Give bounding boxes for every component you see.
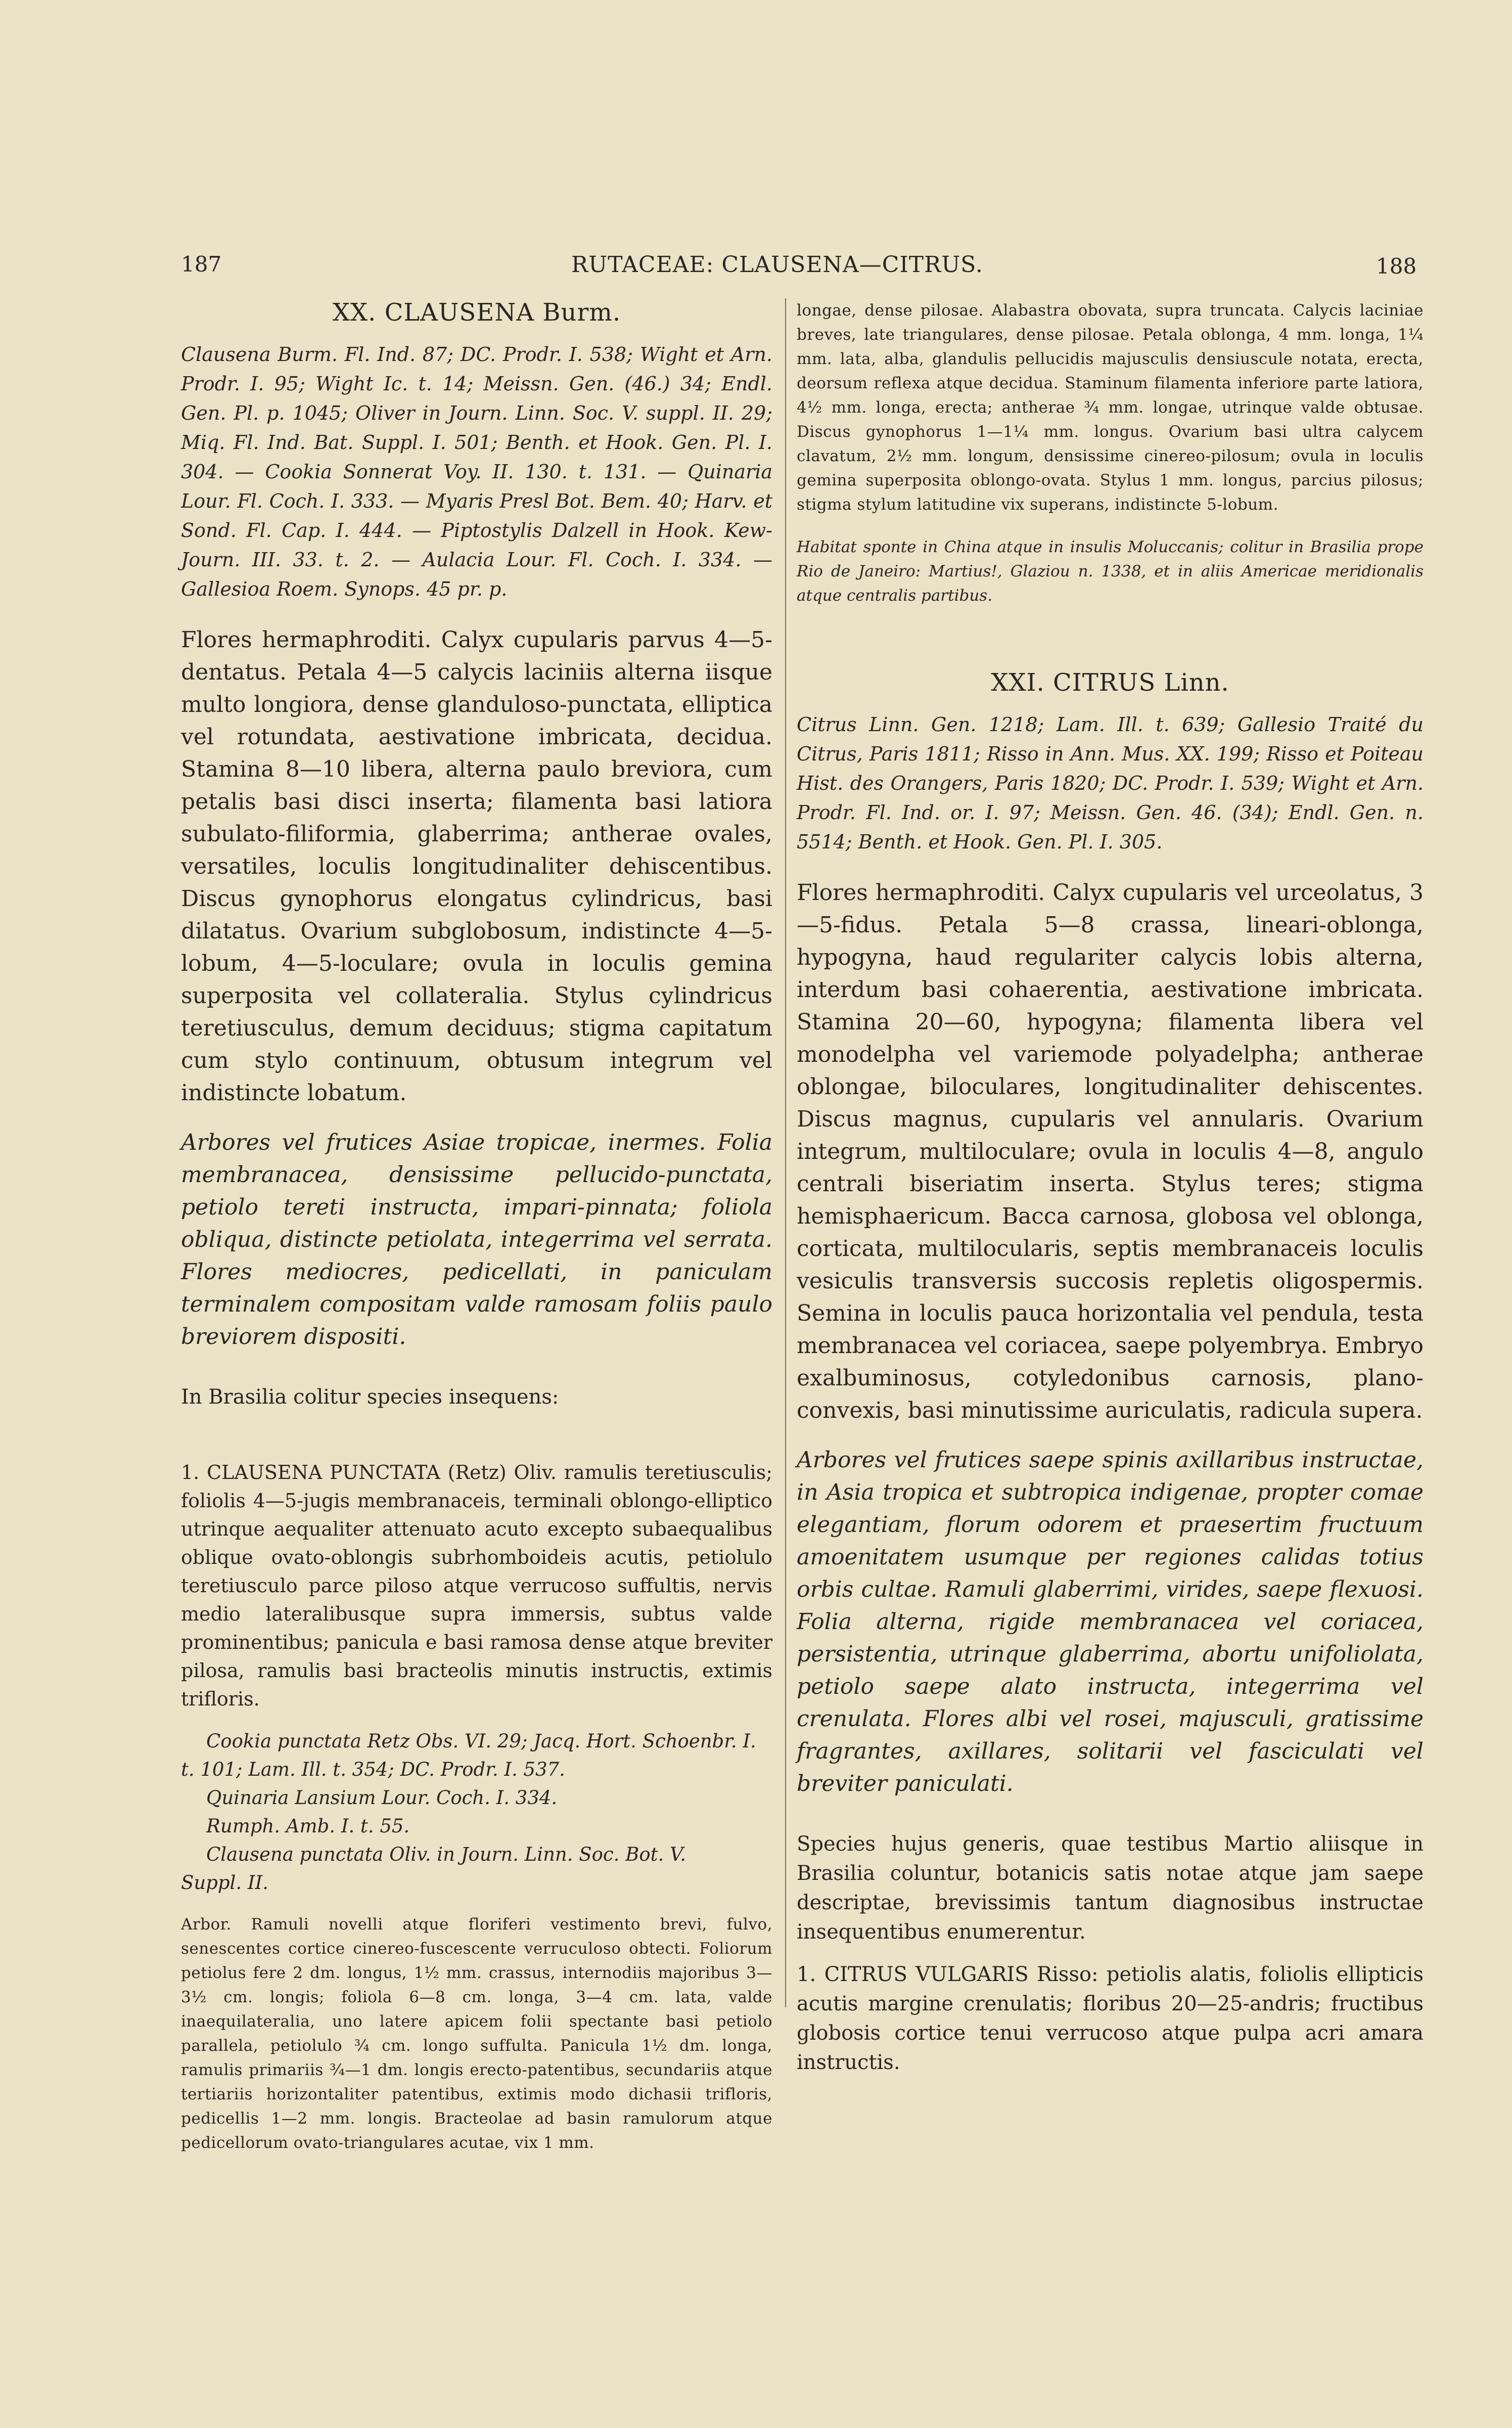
clausena-description: Flores hermaphroditi. Calyx cupularis parvus 4—5-dentatus. Petala 4—5 calycis laciniis alterna iisque multo longiora, dense glanduloso-punctata, elliptica vel rotundata, aestivatione imbricata, decidua. Stamina 8—10 libera, alterna paulo breviora, cum petalis basi disci inserta; filamenta basi latiora subulato-filiformia, glaberrima; antherae ovales, versatiles, loculis longitudinaliter dehiscentibus. Discus gynophorus elongatus cylindricus, basi dilatatus. Ovarium subglobosum, indistincte 4—5-lobum, 4—5-loculare; ovula in loculis gemina superposita vel collateralia. Stylus cylindricus teretiusculus, demum deciduus; stigma capitatum cum stylo continuum, obtusum integrum vel indistincte lobatum. [181,627,772,1106]
citrus-references: Citrus Linn. Gen. 1218; Lam. Ill. t. 639; Gallesio Traité du Citrus, Paris 1811; Risso in Ann. Mus. XX. 199; Risso et Poiteau Hist. des Orangers, Paris 1820; DC. Prodr. I. 539; Wight et Arn. Prodr. Fl. Ind. or. I. 97; Meissn. Gen. 46. (34); Endl. Gen. n. 5514; Benth. et Hook. Gen. Pl. I. 305. [797,713,1424,853]
citrus-intro-note: Species hujus generis, quae testibus Martio aliisque in Brasilia coluntur, botanicis satis notae atque jam saepe descriptae, brevissimis tantum diagnosibus instructae insequentibus enumerentur. [797,1832,1424,1944]
left-column [181,298,772,2155]
clausena-habit: Arbores vel frutices Asiae tropicae, inermes. Folia membranacea, densissime pellucido-punctata, petiolo tereti instructa, impari-pinnata; foliola obliqua, distincte petiolata, integerrima vel serrata. Flores mediocres, pedicellati, in paniculam terminalem compositam valde ramosam foliis paulo breviorem dispositi. [181,1130,772,1350]
citrus-description: Flores hermaphroditi. Calyx cupularis vel urceolatus, 3—5-fidus. Petala 5—8 crassa, lineari-oblonga, hypogyna, haud regulariter calycis lobis alterna, interdum basi cohaerentia, aestivatione imbricata. Stamina 20—60, hypogyna; filamenta libera vel monodelpha vel variemode polyadelpha; antherae oblongae, biloculares, longitudinaliter dehiscentes. Discus magnus, cupularis vel annularis. Ovarium integrum, multiloculare; ovula in loculis 4—8, angulo centrali biseriatim inserta. Stylus teres; stigma hemisphaericum. Bacca carnosa, globosa vel oblonga, corticata, multilocularis, septis membranaceis loculis vesiculis transversis succosis repletis oligospermis. Semina in loculis pauca horizontalia vel pendula, testa membranacea vel coriacea, saepe polyembrya. Embryo exalbuminosus, cotyledonibus carnosis, plano-convexis, basi minutissime auriculatis, radicula supera. [797,880,1424,1423]
page-number-right: 188 [1376,254,1417,279]
citrus-habit: Arbores vel frutices saepe spinis axillaribus instructae, in Asia tropica et subtropica indigenae, propter comae elegantiam, florum odorem et praesertim fructuum amoenitatem usumque per regiones calidas totius orbis cultae. Ramuli glaberrimi, virides, saepe flexuosi. Folia alterna, rigide membranacea vel coriacea, persistentia, utrinque glaberrima, abortu unifoliolata, petiolo saepe alato instructa, integerrima vel crenulata. Flores albi vel rosei, majusculi, gratissime fragrantes, axillares, solitarii vel fasciculati vel breviter paniculati. [797,1447,1424,1796]
synonym-line: Rumph. Amb. I. t. 55. [206,1815,410,1837]
clausena-description-continued: longae, dense pilosae. Alabastra obovata, supra truncata. Calycis laciniae breves, late triangulares, dense pilosae. Petala oblonga, 4 mm. longa, 1¼ mm. lata, alba, glandulis pellucidis majusculis densiuscule notata, erecta, deorsum reflexa atque decidua. Staminum filamenta inferiore parte latiora, 4½ mm. longa, erecta; antherae ¾ mm. longae, utrinque valde obtusae. Discus gynophorus 1—1¼ mm. longus. Ovarium basi ultra calycem clavatum, 2½ mm. longum, densissime cinereo-pilosum; ovula in loculis gemina superposita oblongo-ovata. Stylus 1 mm. longus, parcius pilosus; stigma stylum latitudine vix superans, indistincte 5-lobum. [797,301,1424,514]
species-entry-clausena-punctata: 1. CLAUSENA PUNCTATA (Retz) Oliv. ramulis teretiusculis; foliolis 4—5-jugis membranaceis, terminali oblongo-elliptico utrinque aequaliter attenuato acuto excepto subaequalibus oblique ovato-oblongis subrhomboideis acutis, petiolulo teretiusculo parce piloso atque verrucoso suffultis, nervis medio lateralibusque supra immersis, subtus valde prominentibus; panicula e basi ramosa dense atque breviter pilosa, ramulis basi bracteolis minutis instructis, extimis trifloris. [181,1461,772,1710]
right-column [797,298,1424,2091]
page-header [0,252,1512,287]
clausena-references: Clausena Burm. Fl. Ind. 87; DC. Prodr. I. 538; Wight et Arn. Prodr. I. 95; Wight Ic. t. 14; Meissn. Gen. (46.) 34; Endl. Gen. Pl. p. 1045; Oliver in Journ. Linn. Soc. V. suppl. II. 29; Miq. Fl. Ind. Bat. Suppl. I. 501; Benth. et Hook. Gen. Pl. I. 304. — Cookia Sonnerat Voy. II. 130. t. 131. — Quinaria Lour. Fl. Coch. I. 333. — Myaris Presl Bot. Bem. 40; Harv. et Sond. Fl. Cap. I. 444. — Piptostylis Dalzell in Hook. Kew-Journ. III. 33. t. 2. — Aulacia Lour. Fl. Coch. I. 334. — Gallesioa Roem. Synops. 45 pr. p. [181,343,772,600]
genus-heading-citrus: XXI. CITRUS Linn. [991,668,1229,697]
column-divider [785,298,786,2007]
synonym-line: Clausena punctata Oliv. in Journ. Linn. Soc. Bot. V. [206,1844,686,1865]
clausena-habitat: Habitat sponte in China atque in insulis Moluccanis; colitur in Brasilia prope Rio de Janeiro: Martius!, Glaziou n. 1338, et in aliis Americae meridionalis atque centralis partibus. [797,538,1424,605]
species-entry-citrus-vulgaris: 1. CITRUS VULGARIS Risso: petiolis alatis, foliolis ellipticis acutis margine crenulatis; floribus 20—25-andris; fructibus globosis cortice tenui verrucoso atque pulpa acri amara instructis. [797,1963,1424,2074]
genus-heading-clausena: XX. CLAUSENA Burm. [332,298,621,327]
synonym-line: t. 101; Lam. Ill. t. 354; DC. Prodr. I. 537. [181,1759,565,1780]
page-number-left: 187 [181,252,222,277]
synonym-line: Suppl. II. [181,1872,268,1894]
clausena-detailed-description: Arbor. Ramuli novelli atque floriferi vestimento brevi, fulvo, senescentes cortice cinereo-fuscescente verruculoso obtecti. Foliorum petiolus fere 2 dm. longus, 1½ mm. crassus, internodiis majoribus 3—3½ cm. longis; foliola 6—8 cm. longa, 3—4 cm. lata, valde inaequilateralia, uno latere apicem folii spectante basi petiolo parallela, petiolulo ¾ cm. longo suffulta. Panicula 1½ dm. longa, ramulis primariis ¾—1 dm. longis erecto-patentibus, secundariis atque tertiariis horizontaliter patentibus, extimis modo dichasii trifloris, pedicellis 1—2 mm. longis. Bracteolae ad basin ramulorum atque pedicellorum ovato-triangulares acutae, vix 1 mm. [181,1915,772,2152]
synonym-line: Quinaria Lansium Lour. Coch. I. 334. [206,1787,558,1809]
running-title: RUTACEAE: CLAUSENA—CITRUS. [571,252,983,278]
synonym-list [181,1727,772,1897]
brasilia-note: In Brasilia colitur species insequens: [181,1385,559,1409]
synonym-line: Cookia punctata Retz Obs. VI. 29; Jacq. Hort. Schoenbr. I. [206,1730,756,1752]
